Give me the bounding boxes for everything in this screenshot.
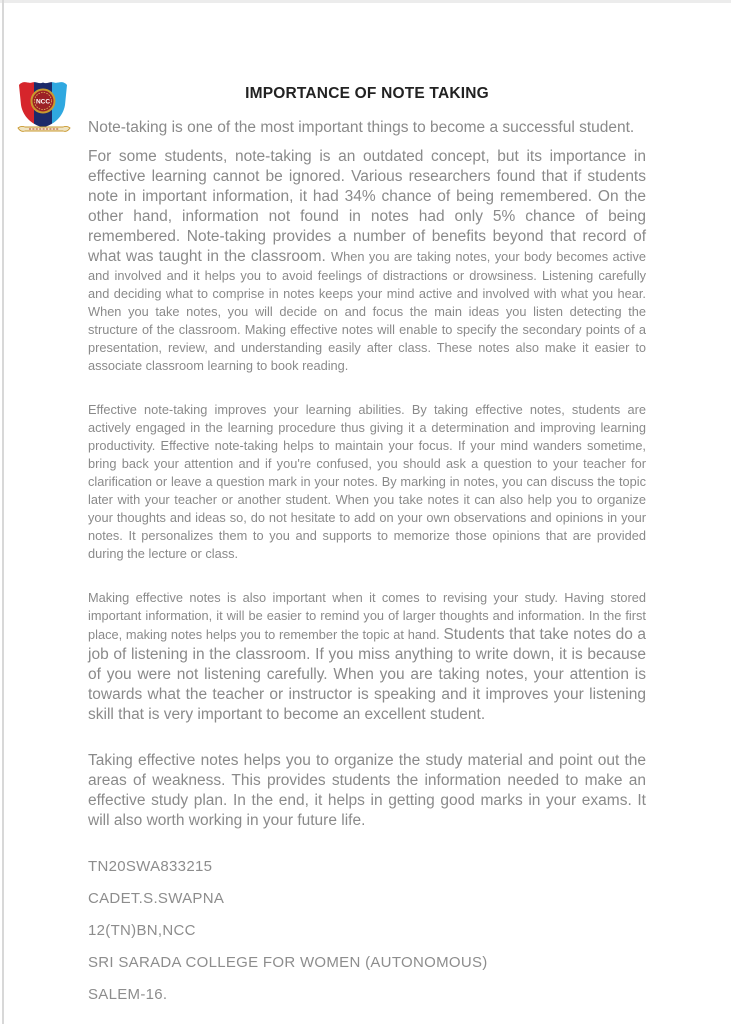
- paragraph-revising-study: [88, 589, 646, 725]
- intro-line: Note-taking is one of the most important things to become a successful student.: [88, 119, 635, 136]
- paragraph-study-material-text: Taking effective notes helps you to organize the study material and point out the areas of weakness. This provides students the information needed to make an effective study plan. In the end, it helps in getting good marks in your exams. It will also worth working in your future life.: [88, 752, 646, 829]
- paragraph-study-material: [88, 751, 646, 831]
- signature-city: SALEM-16.: [88, 986, 168, 1003]
- page-left-edge: [2, 0, 4, 1024]
- paragraph-benefits-small-text: When you are taking notes, your body becomes active and involved and it helps you to avoid feelings of distractions or drowsiness. Listening carefully and deciding what to comprise in notes keeps your mind active and involved with what you hear. When you take notes, you will decide on and focus the main ideas you listen detecting the structure of the classroom. Making effective notes will enable to specify the secondary points of a presentation, review, and understanding easily after class. These notes also make it easier to associate classroom learning to book reading.: [88, 249, 646, 373]
- signature-cadet-name: CADET.S.SWAPNA: [88, 890, 225, 907]
- signature-college: SRI SARADA COLLEGE FOR WOMEN (AUTONOMOUS): [88, 954, 488, 971]
- paragraph-benefits: [88, 147, 646, 375]
- page-top-edge: [0, 0, 731, 3]
- signature-cadet-id: TN20SWA833215: [88, 858, 213, 875]
- paragraph-revising-small-text: Making effective notes is also important when it comes to revising your study. Having stored important information, it will be easier to remind you of larger thoughts and information. In the first place, making notes helps you to remember the topic at hand.: [88, 590, 646, 642]
- paragraph-learning-abilities-text: Effective note-taking improves your learning abilities. By taking effective notes, students are actively engaged in the learning procedure thus giving it a determination and improving learning productivity. Effective note-taking helps to maintain your focus. If your mind wanders sometime, bring back your attention and if you're confused, you should ask a question to your teacher for clarification or leave a question mark in your notes. By marking in notes, you can discuss the topic later with your teacher or another student. When you take notes it can also help you to organize your thoughts and ideas so, do not hesitate to add on your own observations and opinions in your notes. It personalizes them to you and supports to memorize those opinions that are provided during the lecture or class.: [88, 402, 646, 561]
- signature-battalion: 12(TN)BN,NCC: [88, 922, 196, 939]
- signature-block: [88, 857, 646, 1005]
- ncc-emblem-icon: [15, 76, 73, 136]
- paragraph-revising-large-text: Students that take notes do a job of listening in the classroom. If you miss anything to write down, it is because of you were not listening carefully. When you are taking notes, your attention is towards what the teacher or instructor is speaking and it improves your listening skill that is very important to become an excellent student.: [88, 626, 646, 723]
- paragraph-learning-abilities: [88, 401, 646, 563]
- document-body: [88, 84, 646, 1017]
- page-title: IMPORTANCE OF NOTE TAKING: [245, 85, 489, 102]
- paragraph-benefits-large-text: For some students, note-taking is an outdated concept, but its importance in effective learning cannot be ignored. Various researchers found that if students note in important information, it had 34% chance of being remembered. On the other hand, information not found in notes had only 5% chance of being remembered. Note-taking provides a number of benefits beyond that record of what was taught in the classroom.: [88, 148, 646, 265]
- svg-text:NCC: NCC: [35, 98, 51, 106]
